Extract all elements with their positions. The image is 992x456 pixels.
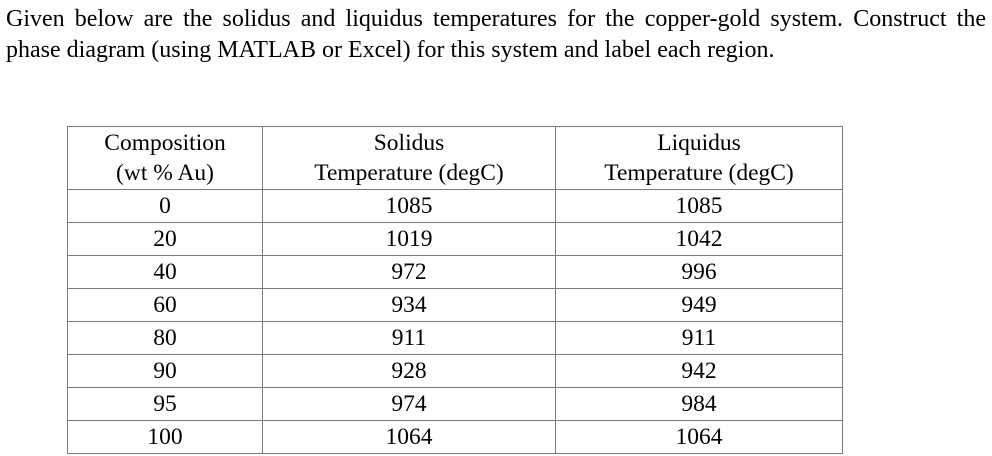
- cell-solidus: 928: [263, 355, 556, 388]
- header-liquidus-line2: Temperature (degC): [604, 160, 794, 186]
- header-solidus-line1: Solidus: [373, 130, 445, 156]
- table-row: [68, 421, 843, 454]
- header-liquidus: [556, 127, 843, 190]
- cell-solidus: 972: [263, 256, 556, 289]
- phase-data-table: [67, 126, 843, 454]
- cell-liquidus: 996: [556, 256, 843, 289]
- cell-liquidus: 911: [556, 322, 843, 355]
- cell-solidus: 934: [263, 289, 556, 322]
- cell-composition: 95: [68, 388, 263, 421]
- cell-solidus: 911: [263, 322, 556, 355]
- cell-solidus: 1064: [263, 421, 556, 454]
- table-body: [68, 190, 843, 454]
- table-row: [68, 355, 843, 388]
- cell-solidus: 1019: [263, 223, 556, 256]
- cell-composition: 80: [68, 322, 263, 355]
- cell-liquidus: 949: [556, 289, 843, 322]
- cell-liquidus: 984: [556, 388, 843, 421]
- table-row: [68, 322, 843, 355]
- table-row: [68, 223, 843, 256]
- cell-composition: 40: [68, 256, 263, 289]
- cell-composition: 20: [68, 223, 263, 256]
- header-row: [68, 127, 843, 190]
- cell-composition: 0: [68, 190, 263, 223]
- table-row: [68, 388, 843, 421]
- cell-liquidus: 1042: [556, 223, 843, 256]
- question-text: Given below are the solidus and liquidus temperatures for the copper-gold system. Construct the phase diagram (using MATLAB or Excel) for this system and label each region.: [6, 6, 986, 63]
- header-solidus-line2: Temperature (degC): [314, 160, 504, 186]
- table-row: [68, 190, 843, 223]
- cell-composition: 100: [68, 421, 263, 454]
- header-solidus: [263, 127, 556, 190]
- cell-solidus: 1085: [263, 190, 556, 223]
- cell-liquidus: 1064: [556, 421, 843, 454]
- header-liquidus-line1: Liquidus: [657, 130, 741, 156]
- cell-liquidus: 942: [556, 355, 843, 388]
- header-composition-line2: (wt % Au): [116, 160, 214, 186]
- table-row: [68, 289, 843, 322]
- cell-composition: 90: [68, 355, 263, 388]
- header-composition: [68, 127, 263, 190]
- cell-liquidus: 1085: [556, 190, 843, 223]
- header-composition-line1: Composition: [104, 130, 226, 156]
- cell-composition: 60: [68, 289, 263, 322]
- cell-solidus: 974: [263, 388, 556, 421]
- table-header: [68, 127, 843, 190]
- table-row: [68, 256, 843, 289]
